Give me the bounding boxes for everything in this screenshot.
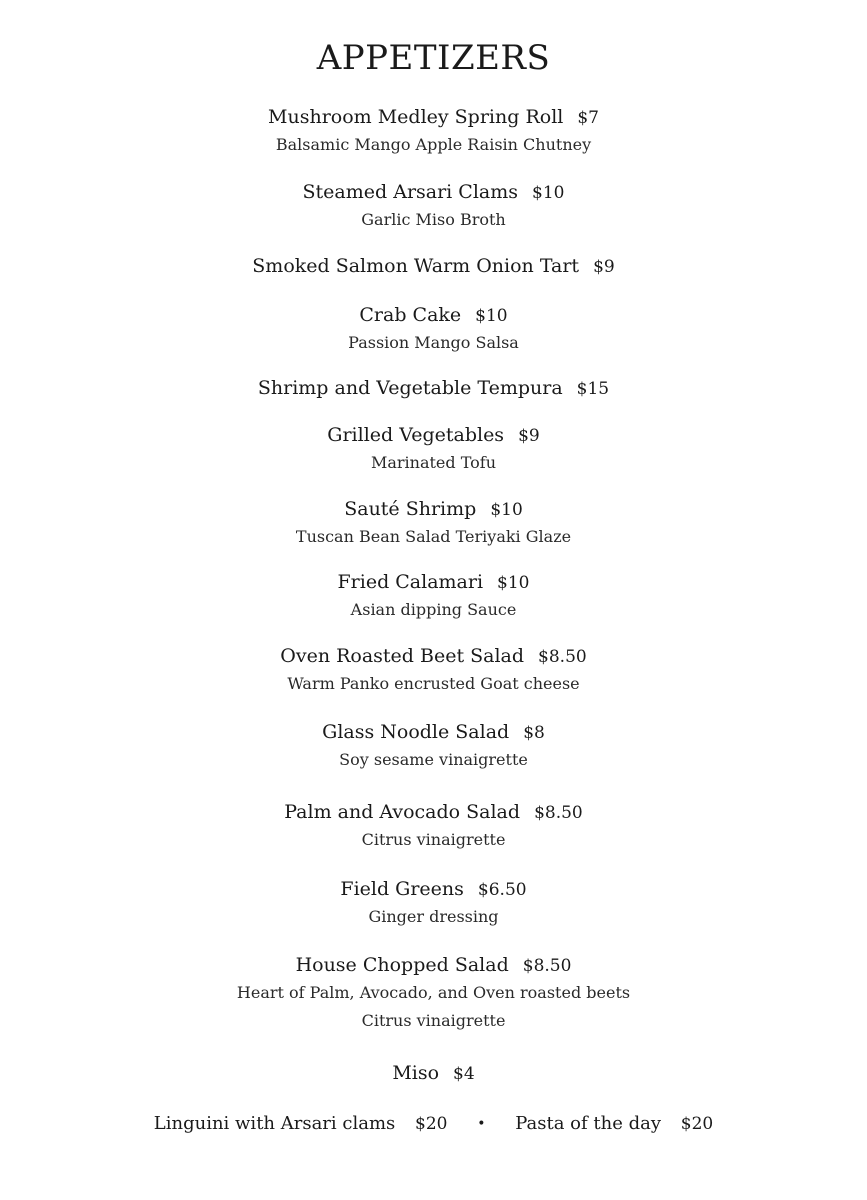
- menu-item: [0, 799, 867, 854]
- menu-item-name: Palm and Avocado Salad: [284, 801, 521, 823]
- menu-item-name: Smoked Salmon Warm Onion Tart: [252, 255, 580, 277]
- footer-right-price: $20: [680, 1114, 714, 1134]
- menu-item-heading: [0, 719, 867, 746]
- menu-item-price: $10: [490, 500, 523, 520]
- menu-item-heading: [0, 179, 867, 206]
- menu-item-heading: [0, 643, 867, 670]
- menu-item-name: Mushroom Medley Spring Roll: [268, 106, 564, 128]
- footer-separator: •: [477, 1116, 486, 1132]
- footer-left-name: Linguini with Arsari clams: [153, 1113, 396, 1134]
- menu-item: [0, 643, 867, 698]
- menu-item-description: Passion Mango Salsa: [348, 333, 519, 352]
- menu-item-description: Ginger dressing: [368, 907, 499, 926]
- menu-item-heading: [0, 375, 867, 402]
- menu-item-heading: [0, 496, 867, 523]
- menu-item-name: Miso: [392, 1062, 440, 1084]
- menu-item-description: Heart of Palm, Avocado, and Oven roasted beets: [236, 983, 631, 1002]
- footer-left-price: $20: [415, 1114, 448, 1134]
- menu-item-heading: [0, 422, 867, 449]
- menu-item: [0, 253, 867, 280]
- menu-item-description: Balsamic Mango Apple Raisin Chutney: [275, 135, 592, 154]
- menu-item: [0, 569, 867, 624]
- menu-item-price: $9: [518, 426, 540, 446]
- menu-item-description: Asian dipping Sauce: [350, 600, 517, 619]
- menu-item-price: $7: [577, 108, 599, 128]
- menu-item-description: Soy sesame vinaigrette: [339, 750, 528, 769]
- menu-item: [0, 375, 867, 402]
- footer-right-name: Pasta of the day: [515, 1113, 662, 1134]
- menu-item-description: Tuscan Bean Salad Teriyaki Glaze: [295, 527, 572, 546]
- menu-item-heading: [0, 104, 867, 131]
- menu-item-price: $15: [576, 379, 610, 399]
- menu-item-price: $9: [593, 257, 615, 277]
- menu-item-price: $8: [523, 723, 545, 743]
- menu-item-price: $4: [453, 1064, 475, 1084]
- menu-item-name: Oven Roasted Beet Salad: [280, 645, 525, 667]
- menu-item: [0, 104, 867, 159]
- menu-item-heading: [0, 952, 867, 979]
- menu-item-price: $10: [532, 183, 565, 203]
- menu-item-name: House Chopped Salad: [295, 954, 509, 976]
- menu-item-name: Steamed Arsari Clams: [302, 181, 519, 203]
- menu-item-name: Field Greens: [340, 878, 464, 900]
- menu-item-name: Grilled Vegetables: [327, 424, 505, 446]
- menu-item-price: $6.50: [477, 880, 527, 900]
- menu-item-heading: [0, 1060, 867, 1087]
- page-title: APPETIZERS: [316, 38, 551, 78]
- menu-item-price: $8.50: [534, 803, 583, 823]
- menu-item-heading: [0, 799, 867, 826]
- menu-item-name: Crab Cake: [359, 304, 462, 326]
- menu-item-heading: [0, 569, 867, 596]
- menu-item-price: $10: [475, 306, 508, 326]
- menu-item-description: Citrus vinaigrette: [361, 1011, 506, 1030]
- menu-item-price: $10: [497, 573, 530, 593]
- menu-item: [0, 952, 867, 1035]
- menu-item: [0, 496, 867, 551]
- menu-item: [0, 1060, 867, 1087]
- menu-item: [0, 876, 867, 931]
- menu-item: [0, 302, 867, 357]
- menu-item-name: Fried Calamari: [337, 571, 484, 593]
- menu-item-description: Garlic Miso Broth: [361, 210, 506, 229]
- menu-item-description: Citrus vinaigrette: [361, 830, 506, 849]
- menu-item-heading: [0, 253, 867, 280]
- menu-item: [0, 719, 867, 774]
- menu-item: [0, 422, 867, 477]
- menu-item-description: Warm Panko encrusted Goat cheese: [287, 674, 580, 693]
- menu-item-price: $8.50: [538, 647, 587, 667]
- menu-item-heading: [0, 302, 867, 329]
- menu-item-price: $8.50: [522, 956, 572, 976]
- menu-footer: [0, 1113, 867, 1134]
- menu-item: [0, 179, 867, 234]
- menu-item-description: Marinated Tofu: [370, 453, 497, 472]
- menu-item-heading: [0, 876, 867, 903]
- menu-item-name: Glass Noodle Salad: [322, 721, 510, 743]
- menu-item-name: Shrimp and Vegetable Tempura: [257, 377, 563, 399]
- menu-item-name: Sauté Shrimp: [344, 498, 477, 520]
